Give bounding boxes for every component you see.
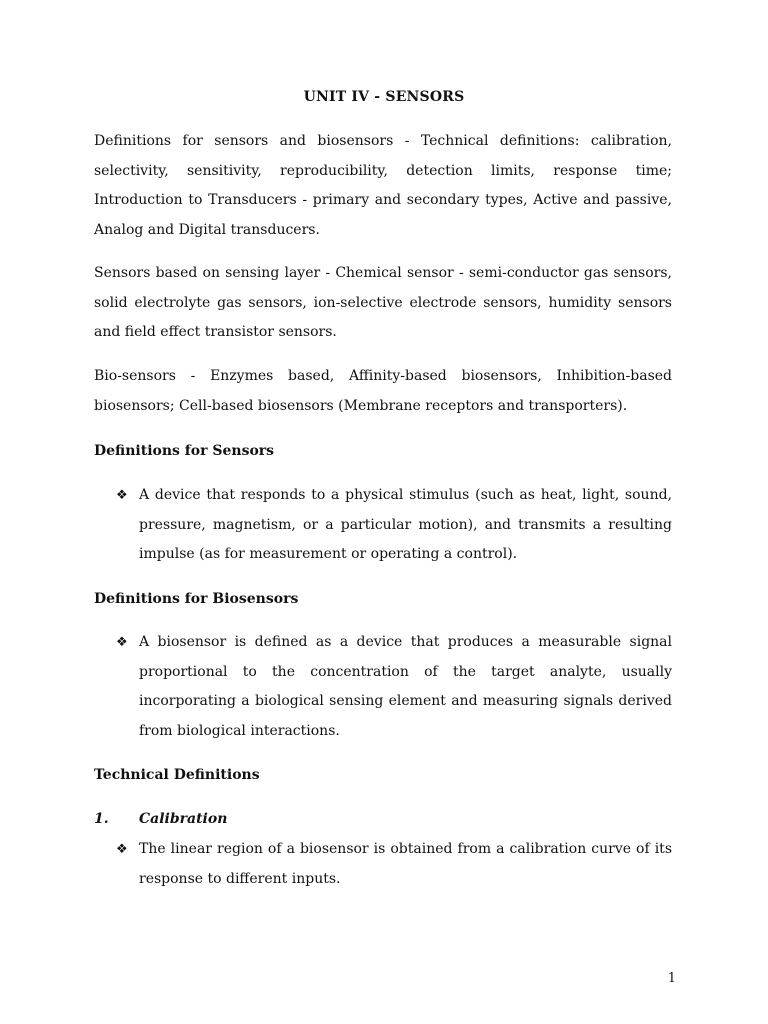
page-number: 1 [667,971,676,986]
section-heading-technical: Technical Definitions [94,767,260,783]
biosensor-definition-text: A biosensor is defined as a device that produces a measurable signal proportional to the concentration of the target analyte, usually incorporating a biological sensing element and measuring signals derived from biological interactions. [139,634,672,739]
diamond-bullet-icon: ❖ [116,488,128,503]
section-heading-biosensors: Definitions for Biosensors [94,591,299,607]
intro-paragraph-2: Sensors based on sensing layer - Chemical sensor - semi-conductor gas sensors, solid electrolyte gas sensors, ion-selective electrode sensors, humidity sensors and field effect transistor sensors. [94,265,672,340]
diamond-bullet-icon: ❖ [116,842,128,857]
diamond-bullet-icon: ❖ [116,635,128,650]
intro-paragraph-1: Definitions for sensors and biosensors - Technical definitions: calibration, selectivity, sensitivity, reproducibility, detection limits, response time; Introduction to Transducers - primary and secondary types, Active and passive, Analog and Digital transducers. [94,133,672,238]
calibration-definition-text: The linear region of a biosensor is obtained from a calibration curve of its response to different inputs. [139,841,672,887]
intro-paragraph-3: Bio-sensors - Enzymes based, Affinity-based biosensors, Inhibition-based biosensors; Cell-based biosensors (Membrane receptors and transporters). [94,368,672,414]
item-title-calibration: Calibration [139,811,228,827]
sensor-definition-text: A device that responds to a physical stimulus (such as heat, light, sound, pressure, magnetism, or a particular motion), and transmits a resulting impulse (as for measurement or operating a control). [139,487,672,562]
section-heading-sensors: Definitions for Sensors [94,443,275,459]
page-title: UNIT IV - SENSORS [303,89,465,105]
item-number: 1. [94,811,109,827]
